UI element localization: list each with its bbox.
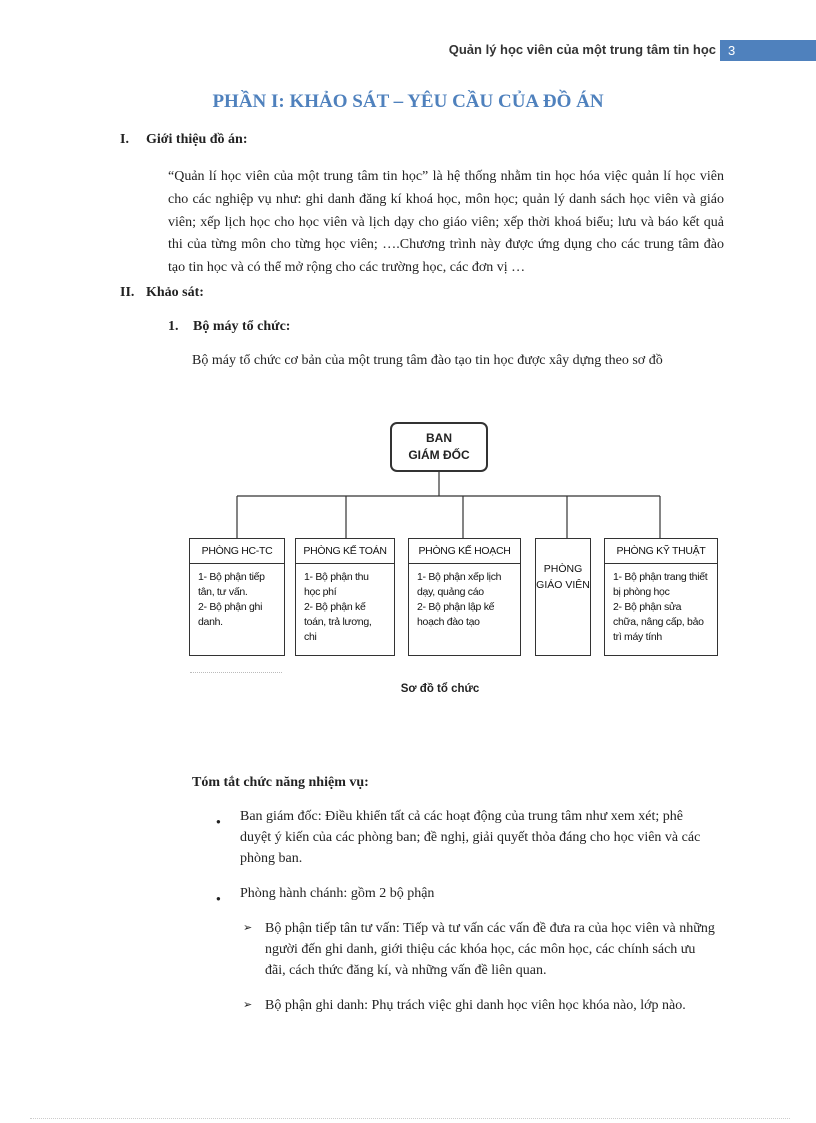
- org-chart-caption: Sơ đồ tổ chức: [400, 683, 480, 695]
- org-intro-text: Bộ máy tổ chức cơ bản của một trung tâm đào tạo tin học được xây dựng theo sơ đồ: [192, 353, 663, 368]
- arrow-bullet-icon: ➢: [243, 999, 253, 1011]
- dept-title: PHÒNG KẾ HOẠCH: [409, 539, 520, 564]
- section-number: I.: [120, 132, 129, 147]
- arrow-bullet-icon: ➢: [243, 922, 253, 934]
- summary-sub-bullet: [243, 918, 717, 981]
- subsection-number: 1.: [168, 319, 179, 334]
- section-title: Khảo sát:: [146, 285, 204, 300]
- page-number-badge: 3: [720, 40, 816, 61]
- part-title: PHẦN I: KHẢO SÁT – YÊU CẦU CỦA ĐỒ ÁN: [212, 91, 604, 112]
- dept-body: 1- Bộ phận thu học phí 2- Bộ phận kế toán, trả lương, chi: [304, 571, 372, 643]
- summary-bullet: [216, 806, 716, 869]
- dept-body: 1- Bộ phận xếp lịch dạy, quảng cáo 2- Bộ phận lập kế hoạch đào tạo: [417, 571, 502, 628]
- summary-bullet: [216, 883, 716, 904]
- dept-title: PHÒNG KẾ TOÁN: [296, 539, 394, 564]
- org-dept-ke-hoach: [408, 538, 521, 656]
- dept-body: 1- Bộ phận tiếp tân, tư vấn. 2- Bộ phận ghi danh.: [198, 571, 265, 628]
- intro-paragraph: “Quản lí học viên của một trung tâm tin học” là hệ thống nhằm tin học hóa việc quản lí học viên cho các nghiệp vụ như: ghi danh đăng kí khoá học, môn học; quản lý danh sách học viên và giáo viên; xếp lịch học cho học viên và lịch dạy cho giáo viên; xếp thời khoá biểu; lưu và báo kết quả thi của từng môn cho từng học viên; ….Chương trình này được ứng dụng cho các trung tâm đào tạo tin học và có thể mở rộng cho các trường học, các đơn vị …: [168, 169, 724, 276]
- subsection-heading: [168, 319, 290, 335]
- org-dept-hc-tc: [189, 538, 285, 656]
- dept-title: PHÒNG KỸ THUẬT: [605, 539, 717, 564]
- section-title: Giới thiệu đồ án:: [146, 132, 248, 147]
- running-header-title: Quản lý học viên của một trung tâm tin học: [448, 42, 716, 57]
- chart-dotted-mark: [190, 672, 282, 673]
- org-dept-ke-toan: [295, 538, 395, 656]
- summary-title: Tóm tắt chức năng nhiệm vụ:: [192, 775, 369, 790]
- page-bottom-rule: [30, 1118, 790, 1119]
- subsection-title: Bộ máy tổ chức:: [193, 319, 291, 334]
- dept-body: 1- Bộ phận trang thiết bị phòng học 2- Bộ phận sửa chữa, nâng cấp, bảo trì máy tính: [613, 571, 708, 643]
- bullet-text: Phòng hành chánh: gồm 2 bộ phận: [240, 886, 435, 901]
- bullet-text: Ban giám đốc: Điều khiển tất cả các hoạt động của trung tâm như xem xét; phê duyệt ý kiến của các phòng ban; đề nghị, giải quyết thỏa đáng cho học viên và các phòng ban.: [240, 809, 701, 866]
- dept-title: PHÒNG HC-TC: [190, 539, 284, 564]
- section-heading-2: [120, 285, 204, 301]
- sub-bullet-text: Bộ phận ghi danh: Phụ trách việc ghi danh học viên học khóa nào, lớp nào.: [265, 998, 686, 1013]
- section-heading-1: [120, 132, 248, 148]
- bullet-dot-icon: ●: [216, 894, 221, 903]
- section-number: II.: [120, 285, 135, 300]
- org-dept-giao-vien: PHÒNG GIÁO VIÊN: [535, 538, 591, 656]
- org-root-board: BAN GIÁM ĐỐC: [390, 422, 488, 472]
- org-dept-ky-thuat: [604, 538, 718, 656]
- bullet-dot-icon: ●: [216, 817, 221, 826]
- sub-bullet-text: Bộ phận tiếp tân tư vấn: Tiếp và tư vấn các vấn đề đưa ra của học viên và những người đến ghi danh, giới thiệu các khóa học, các môn học, các chính sách ưu đãi, cách thức đăng kí, và những vấn đề liên quan.: [265, 921, 715, 978]
- summary-sub-bullet: [243, 995, 717, 1016]
